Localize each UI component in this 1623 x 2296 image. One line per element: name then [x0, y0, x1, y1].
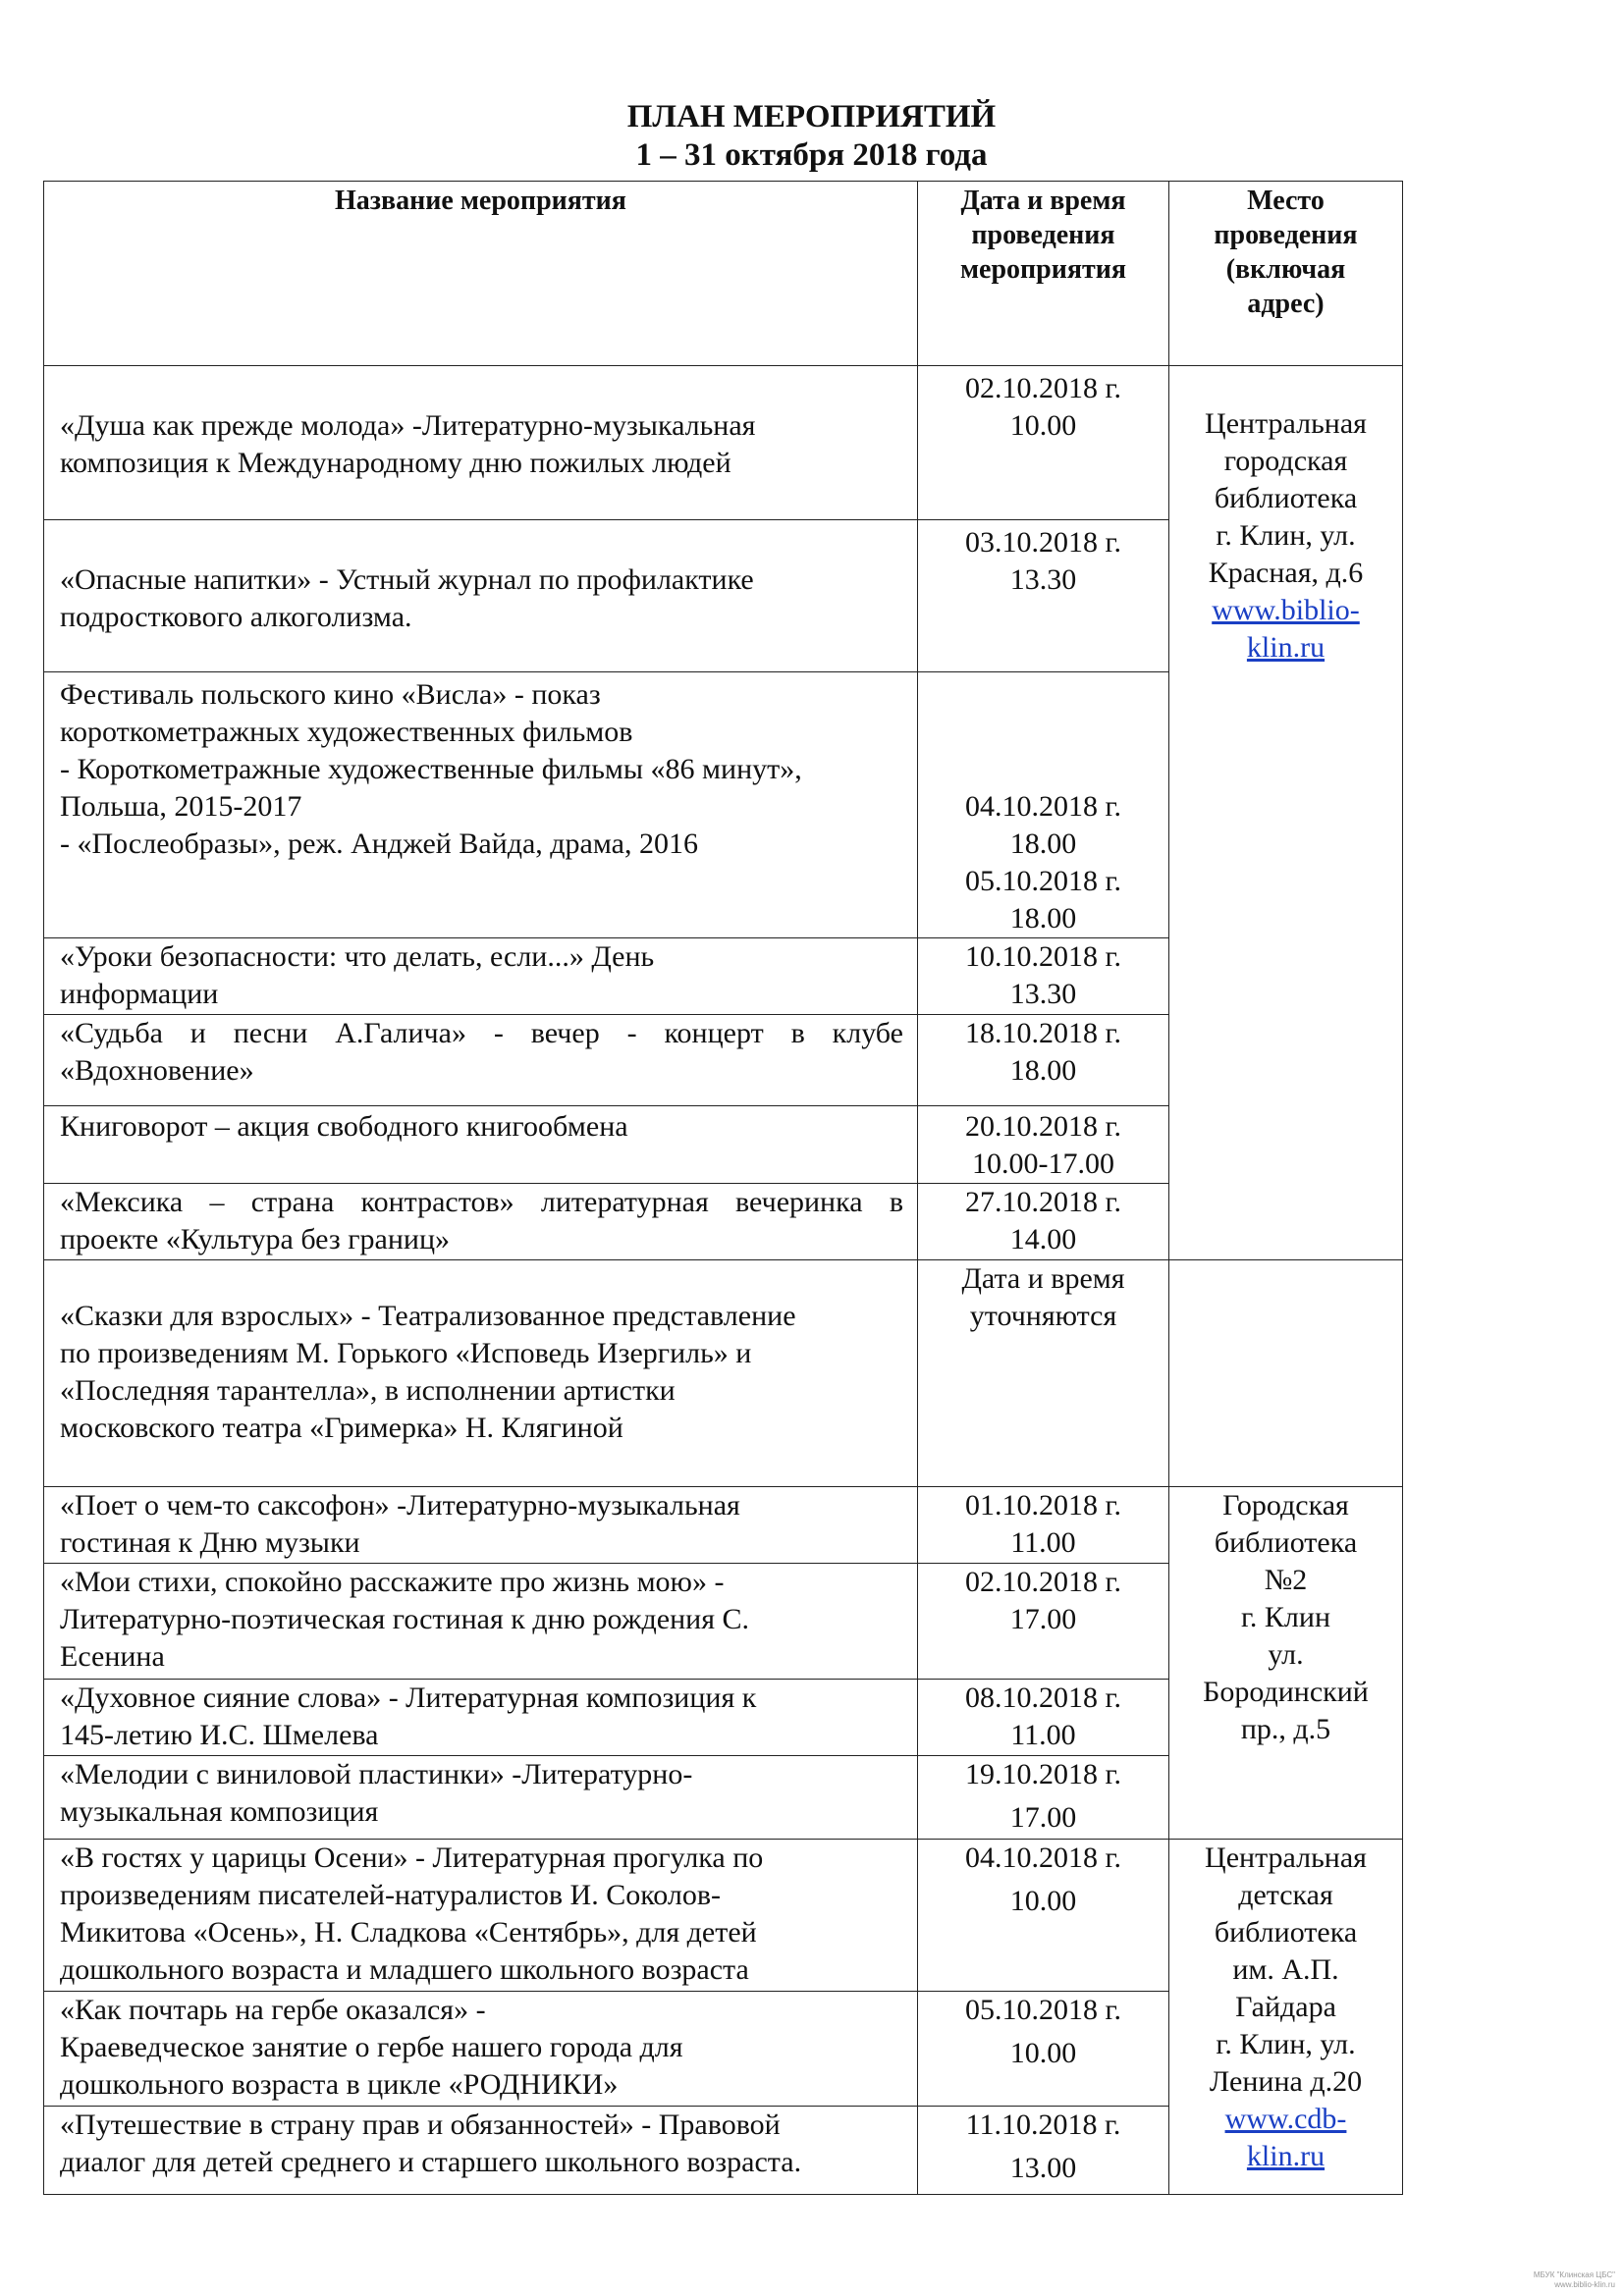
event-cell: «Как почтарь на гербе оказался» - Краеведческое занятие о гербе нашего города для дошкольного возраста в цикле «РОДНИКИ»: [44, 1992, 918, 2107]
date-cell: 04.10.2018 г. 10.00: [918, 1840, 1169, 1992]
date-cell: 01.10.2018 г. 11.00: [918, 1487, 1169, 1564]
footer-watermark: МБУК "Клинская ЦБС" www.biblio-klin.ru: [1533, 2270, 1615, 2289]
event-cell: «Путешествие в страну прав и обязанностей» - Правовой диалог для детей среднего и старшего школьного возраста.: [44, 2107, 918, 2195]
table-row: [44, 366, 1403, 520]
events-table: [43, 181, 1403, 2195]
place-central-library: Центральная городская библиотека г. Клин, ул. Красная, д.6 www.biblio- klin.ru: [1169, 366, 1403, 1260]
date-cell: 11.10.2018 г. 13.00: [918, 2107, 1169, 2195]
event-cell: «Уроки безопасности: что делать, если...» День информации: [44, 938, 918, 1015]
date-cell: 18.10.2018 г. 18.00: [918, 1015, 1169, 1106]
event-cell: «Сказки для взрослых» - Театрализованное представление по произведениям М. Горького «Исповедь Изергиль» и «Последняя тарантелла», в исполнении артистки московского театра «Гримерка» Н. Клягиной: [44, 1260, 918, 1487]
page-title: ПЛАН МЕРОПРИЯТИЙ: [626, 99, 997, 134]
event-cell: «Судьба и песни А.Галича» - вечер - концерт в клубе «Вдохновение»: [44, 1015, 918, 1106]
event-cell: «Душа как прежде молода» -Литературно-музыкальная композиция к Международному дню пожилых людей: [44, 366, 918, 520]
event-cell: «Поет о чем-то саксофон» -Литературно-музыкальная гостиная к Дню музыки: [44, 1487, 918, 1564]
date-cell: 03.10.2018 г. 13.30: [918, 520, 1169, 672]
event-cell: «Мелодии с виниловой пластинки» -Литературно- музыкальная композиция: [44, 1756, 918, 1840]
date-cell: 04.10.2018 г. 18.00 05.10.2018 г. 18.00: [918, 672, 1169, 938]
header-date: Дата и время проведения мероприятия: [918, 182, 1169, 366]
event-cell: «Опасные напитки» - Устный журнал по профилактике подросткового алкоголизма.: [44, 520, 918, 672]
children-library-link[interactable]: www.cdb-: [1224, 2103, 1347, 2135]
table-row: [44, 1487, 1403, 1564]
date-cell: Дата и время уточняются: [918, 1260, 1169, 1487]
table-header-row: [44, 182, 1403, 366]
table-row: [44, 1260, 1403, 1487]
header-place: Место проведения (включая адрес): [1169, 182, 1403, 366]
central-library-link-cont[interactable]: klin.ru: [1246, 631, 1325, 664]
date-cell: 10.10.2018 г. 13.30: [918, 938, 1169, 1015]
date-cell: 05.10.2018 г. 10.00: [918, 1992, 1169, 2107]
event-cell: Фестиваль польского кино «Висла» - показ короткометражных художественных фильмов - Короткометражные художественные фильмы «86 минут», Польша, 2015-2017 - «Послеобразы», реж. Анджей Вайда, драма, 2016: [44, 672, 918, 938]
place-children-library: Центральная детская библиотека им. А.П. Гайдара г. Клин, ул. Ленина д.20 www.cdb- klin.ru: [1169, 1840, 1403, 2195]
page-subtitle: 1 – 31 октября 2018 года: [635, 137, 988, 173]
children-library-link-cont[interactable]: klin.ru: [1246, 2140, 1325, 2172]
event-cell: «Мексика – страна контрастов» литературная вечеринка в проекте «Культура без границ»: [44, 1184, 918, 1260]
table-row: [44, 1840, 1403, 1992]
header-event: Название мероприятия: [44, 182, 918, 366]
date-cell: 27.10.2018 г. 14.00: [918, 1184, 1169, 1260]
event-cell: «В гостях у царицы Осени» - Литературная прогулка по произведениям писателей-натуралистов И. Соколов- Микитова «Осень», Н. Сладкова «Сентябрь», для детей дошкольного возраста и младшего школьного возраста: [44, 1840, 918, 1992]
date-cell: 02.10.2018 г. 17.00: [918, 1564, 1169, 1680]
event-cell: «Мои стихи, спокойно расскажите про жизнь мою» - Литературно-поэтическая гостиная к дню рождения С. Есенина: [44, 1564, 918, 1680]
event-cell: Книговорот – акция свободного книгообмена: [44, 1106, 918, 1184]
central-library-link[interactable]: www.biblio-: [1212, 594, 1360, 626]
date-cell: 02.10.2018 г. 10.00: [918, 366, 1169, 520]
date-cell: 20.10.2018 г. 10.00-17.00: [918, 1106, 1169, 1184]
date-cell: 08.10.2018 г. 11.00: [918, 1680, 1169, 1756]
place-city-library-2: Городская библиотека №2 г. Клин ул. Бородинский пр., д.5: [1169, 1487, 1403, 1840]
event-cell: «Духовное сияние слова» - Литературная композиция к 145-летию И.С. Шмелева: [44, 1680, 918, 1756]
date-cell: 19.10.2018 г. 17.00: [918, 1756, 1169, 1840]
place-empty-cell: [1169, 1260, 1403, 1487]
